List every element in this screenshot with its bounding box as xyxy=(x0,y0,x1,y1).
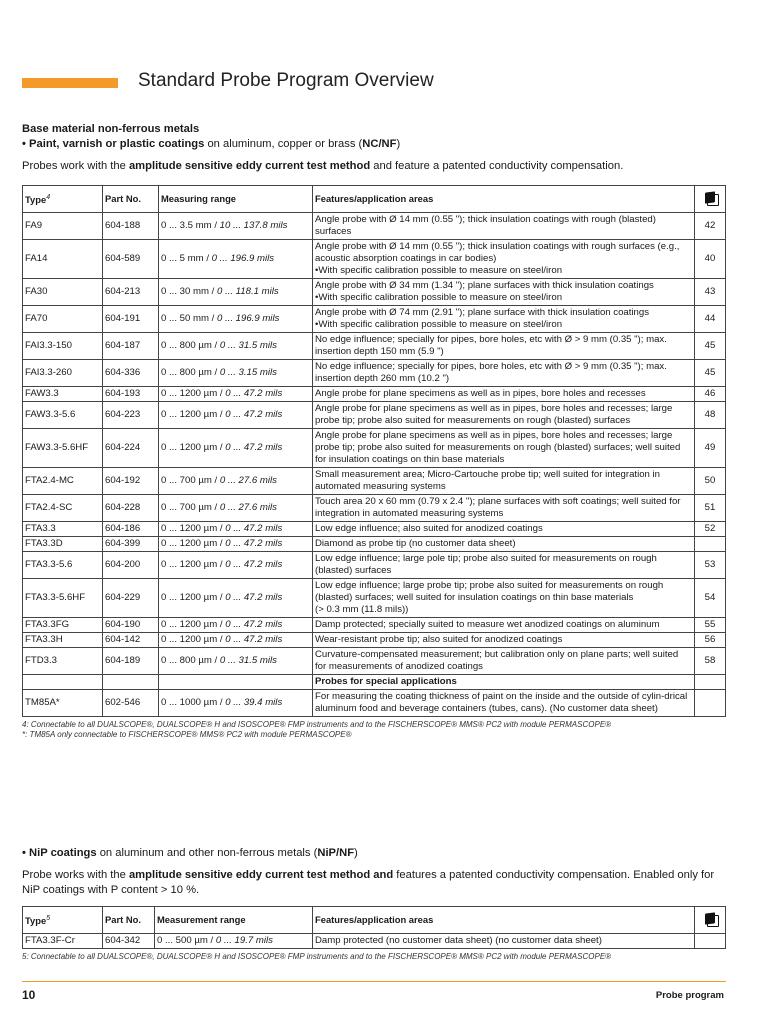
table-row xyxy=(23,495,726,522)
features-cell: Damp protected (no customer data sheet) (no customer data sheet) xyxy=(313,934,695,949)
table-row xyxy=(23,552,726,579)
table-header-row xyxy=(23,186,726,213)
special-applications-row xyxy=(23,675,726,690)
table-header-row xyxy=(23,907,726,934)
table-row xyxy=(23,648,726,675)
part-number-cell: 604-213 xyxy=(103,279,159,306)
page-reference-cell: 49 xyxy=(695,429,726,468)
footnote-4: 4: Connectable to all DUALSCOPE®, DUALSCOPE® H and ISOSCOPE® FMP instruments and to the FISCHERSCOPE® MMS® PC2 with module PERMASCOPE® xyxy=(22,720,612,729)
features-cell: No edge influence; specially for pipes, bore holes, etc with Ø > 9 mm (0.35 "); max. insertion depth 260 mm (10.2 ") xyxy=(313,360,695,387)
measuring-range-cell: 0 ... 1200 µm / 0 ... 47.2 mils xyxy=(159,618,313,633)
part-number-cell: 604-589 xyxy=(103,240,159,279)
page-reference-cell: 43 xyxy=(695,279,726,306)
table-row xyxy=(23,333,726,360)
part-number-cell: 604-229 xyxy=(103,579,159,618)
page-title: Standard Probe Program Overview xyxy=(138,70,434,91)
page-reference-cell: 54 xyxy=(695,579,726,618)
part-number-cell: 604-200 xyxy=(103,552,159,579)
features-cell: Curvature-compensated measurement; but calibration only on plane parts; well suited for measurements of anodized coatings xyxy=(313,648,695,675)
features-cell: Wear-resistant probe tip; also suited for anodized coatings xyxy=(313,633,695,648)
features-cell: Angle probe for plane specimens as well as in pipes, bore holes and recesses; large probe tip; probe also suited for measurements on rough (blasted) surfaces xyxy=(313,402,695,429)
probe-type-cell: FTD3.3 xyxy=(23,648,103,675)
part-number-cell: 604-224 xyxy=(103,429,159,468)
header-accent-bar xyxy=(22,78,118,88)
table-row xyxy=(23,633,726,648)
measuring-range-cell: 0 ... 1200 µm / 0 ... 47.2 mils xyxy=(159,429,313,468)
table-row xyxy=(23,522,726,537)
features-cell: Angle probe with Ø 14 mm (0.55 "); thick insulation coatings with rough surfaces (e.g., acoustic absorption coatings in car bodies) •With specific calibration possible to measure on steel/iron xyxy=(313,240,695,279)
measuring-range-cell: 0 ... 50 mm / 0 ... 196.9 mils xyxy=(159,306,313,333)
page-reference-cell: 42 xyxy=(695,213,726,240)
measuring-range-cell: 0 ... 1200 µm / 0 ... 47.2 mils xyxy=(159,387,313,402)
measuring-range-cell: 0 ... 800 µm / 0 ... 3.15 mils xyxy=(159,360,313,387)
probe-type-cell: TM85A* xyxy=(23,690,103,717)
nip-table xyxy=(22,906,726,949)
probe-type-cell: FA30 xyxy=(23,279,103,306)
probe-type-cell: FTA3.3 xyxy=(23,522,103,537)
table-row xyxy=(23,306,726,333)
page-number: 10 xyxy=(22,988,36,1002)
footer-label: Probe program xyxy=(655,990,724,1001)
features-cell: Low edge influence; also suited for anodized coatings xyxy=(313,522,695,537)
page-reference-cell: 56 xyxy=(695,633,726,648)
features-cell: Angle probe for plane specimens as well as in pipes, bore holes and recesses xyxy=(313,387,695,402)
features-cell: Diamond as probe tip (no customer data sheet) xyxy=(313,537,695,552)
page-reference-cell xyxy=(695,537,726,552)
part-number-cell: 604-342 xyxy=(103,934,155,949)
page-reference-cell: 45 xyxy=(695,333,726,360)
features-cell: Touch area 20 x 60 mm (0.79 x 2.4 "); plane surfaces with soft coatings; well suited for integration in automated measuring systems xyxy=(313,495,695,522)
part-number-cell: 604-399 xyxy=(103,537,159,552)
table-row xyxy=(23,360,726,387)
measuring-range-cell: 0 ... 3.5 mm / 10 ... 137.8 mils xyxy=(159,213,313,240)
header-part-no: Part No. xyxy=(103,907,155,934)
table-row xyxy=(23,934,726,949)
features-cell: For measuring the coating thickness of paint on the inside and the outside of cylin-drical aluminum food and beverage containers (tubes, cans). (No customer data sheet) xyxy=(313,690,695,717)
probe-type-cell: FA14 xyxy=(23,240,103,279)
page-reference-cell xyxy=(695,934,726,949)
page-reference-cell: 53 xyxy=(695,552,726,579)
footnote-tm85a: *: TM85A only connectable to FISCHERSCOPE® MMS® PC2 with module PERMASCOPE® xyxy=(22,730,352,739)
page-reference-cell: 51 xyxy=(695,495,726,522)
table-row xyxy=(23,429,726,468)
page-reference-cell: 46 xyxy=(695,387,726,402)
page-reference-cell: 45 xyxy=(695,360,726,387)
part-number-cell: 604-336 xyxy=(103,360,159,387)
part-number-cell: 604-228 xyxy=(103,495,159,522)
page-reference-cell: 48 xyxy=(695,402,726,429)
table-row xyxy=(23,579,726,618)
measuring-range-cell: 0 ... 1200 µm / 0 ... 47.2 mils xyxy=(159,402,313,429)
part-number-cell: 604-186 xyxy=(103,522,159,537)
probe-type-cell: FTA3.3-5.6 xyxy=(23,552,103,579)
header-measurement-range: Measurement range xyxy=(155,907,313,934)
page-reference-cell: 55 xyxy=(695,618,726,633)
measuring-range-cell: 0 ... 5 mm / 0 ... 196.9 mils xyxy=(159,240,313,279)
features-cell: Low edge influence; large pole tip; probe also suited for measurements on rough (blasted) surfaces xyxy=(313,552,695,579)
book-icon xyxy=(704,191,717,205)
page-reference-cell: 44 xyxy=(695,306,726,333)
measuring-range-cell: 0 ... 700 µm / 0 ... 27.6 mils xyxy=(159,495,313,522)
probe-type-cell: FTA2.4-SC xyxy=(23,495,103,522)
section-heading: Base material non-ferrous metals xyxy=(22,123,200,135)
section-nip xyxy=(22,846,726,898)
page-reference-cell: 40 xyxy=(695,240,726,279)
header-features: Features/application areas xyxy=(313,907,695,934)
table-row xyxy=(23,279,726,306)
probe-type-cell: FAW3.3-5.6HF xyxy=(23,429,103,468)
measuring-range-cell: 0 ... 1000 µm / 0 ... 39.4 mils xyxy=(159,690,313,717)
header-measuring-range: Measuring range xyxy=(159,186,313,213)
measuring-range-cell: 0 ... 1200 µm / 0 ... 47.2 mils xyxy=(159,633,313,648)
measuring-range-cell: 0 ... 800 µm / 0 ... 31.5 mils xyxy=(159,648,313,675)
probe-type-cell: FAI3.3-150 xyxy=(23,333,103,360)
features-cell: No edge influence; specially for pipes, bore holes, etc with Ø > 9 mm (0.35 "); max. insertion depth 150 mm (5.9 ") xyxy=(313,333,695,360)
header-type: Type$^5$ xyxy=(23,907,103,934)
probe-type-cell: FTA3.3D xyxy=(23,537,103,552)
part-number-cell: 604-190 xyxy=(103,618,159,633)
intro-text: Probes work with the amplitude sensitive eddy current test method and feature a patented conductivity compensation. xyxy=(22,160,624,172)
footnote-5: 5: Connectable to all DUALSCOPE®, DUALSCOPE® H and ISOSCOPE® FMP instruments and to the FISCHERSCOPE® MMS® PC2 with module PERMASCOPE® xyxy=(22,952,612,961)
features-cell: Angle probe with Ø 14 mm (0.55 "); thick insulation coatings with rough (blasted) surfaces xyxy=(313,213,695,240)
page-reference-cell: 58 xyxy=(695,648,726,675)
header-type: Type$^4$ xyxy=(23,186,103,213)
features-cell: Angle probe with Ø 34 mm (1.34 "); plane surfaces with thick insulation coatings •With specific calibration possible to measure on steel/iron xyxy=(313,279,695,306)
measuring-range-cell: 0 ... 800 µm / 0 ... 31.5 mils xyxy=(159,333,313,360)
footer-divider xyxy=(22,981,726,982)
measuring-range-cell: 0 ... 1200 µm / 0 ... 47.2 mils xyxy=(159,522,313,537)
measuring-range-cell: 0 ... 500 µm / 0 ... 19.7 mils xyxy=(155,934,313,949)
part-number-cell: 602-546 xyxy=(103,690,159,717)
part-number-cell: 604-188 xyxy=(103,213,159,240)
table-row xyxy=(23,537,726,552)
measuring-range-cell: 0 ... 1200 µm / 0 ... 47.2 mils xyxy=(159,537,313,552)
probe-type-cell: FAW3.3 xyxy=(23,387,103,402)
bullet-nip-coatings: • NiP coatings on aluminum and other non-ferrous metals (NiP/NF) xyxy=(22,847,358,859)
measuring-range-cell: 0 ... 1200 µm / 0 ... 47.2 mils xyxy=(159,552,313,579)
section-non-ferrous xyxy=(22,122,726,174)
page-reference-cell xyxy=(695,690,726,717)
part-number-cell: 604-223 xyxy=(103,402,159,429)
table-row xyxy=(23,213,726,240)
features-cell: Damp protected; specially suited to measure wet anodized coatings on aluminum xyxy=(313,618,695,633)
part-number-cell: 604-142 xyxy=(103,633,159,648)
table-row xyxy=(23,402,726,429)
measuring-range-cell: 0 ... 700 µm / 0 ... 27.6 mils xyxy=(159,468,313,495)
part-number-cell: 604-193 xyxy=(103,387,159,402)
probe-table xyxy=(22,185,726,717)
bullet-paint-coatings: • Paint, varnish or plastic coatings on aluminum, copper or brass (NC/NF) xyxy=(22,138,401,150)
nip-table-wrapper xyxy=(22,906,726,962)
probe-type-cell: FTA3.3FG xyxy=(23,618,103,633)
part-number-cell: 604-191 xyxy=(103,306,159,333)
probe-type-cell: FTA3.3H xyxy=(23,633,103,648)
table-row xyxy=(23,240,726,279)
table-row xyxy=(23,618,726,633)
table-row xyxy=(23,387,726,402)
special-applications-heading: Probes for special applications xyxy=(313,675,695,690)
table-row xyxy=(23,468,726,495)
probe-type-cell: FAW3.3-5.6 xyxy=(23,402,103,429)
header-part-no: Part No. xyxy=(103,186,159,213)
probe-type-cell: FTA3.3-5.6HF xyxy=(23,579,103,618)
nip-intro-text: Probe works with the amplitude sensitive eddy current test method and features a patented conductivity compensation. Enabled only for NiP coatings with P content > 10 %. xyxy=(22,869,715,896)
header-features: Features/application areas xyxy=(313,186,695,213)
probe-type-cell: FA70 xyxy=(23,306,103,333)
features-cell: Angle probe for plane specimens as well as in pipes, bore holes and recesses; large probe tip; probe also suited for measurements on rough (blasted) surfaces; well suited for insulation coatings on thin base materials xyxy=(313,429,695,468)
probe-type-cell: FA9 xyxy=(23,213,103,240)
page-reference-cell: 50 xyxy=(695,468,726,495)
part-number-cell: 604-187 xyxy=(103,333,159,360)
page-reference-cell: 52 xyxy=(695,522,726,537)
probe-type-cell: FAI3.3-260 xyxy=(23,360,103,387)
measuring-range-cell: 0 ... 1200 µm / 0 ... 47.2 mils xyxy=(159,579,313,618)
book-icon xyxy=(704,912,717,926)
probe-type-cell: FTA2.4-MC xyxy=(23,468,103,495)
features-cell: Angle probe with Ø 74 mm (2.91 "); plane surface with thick insulation coatings •With specific calibration possible to measure on steel/iron xyxy=(313,306,695,333)
probe-table-wrapper xyxy=(22,185,726,740)
part-number-cell: 604-189 xyxy=(103,648,159,675)
features-cell: Low edge influence; large probe tip; probe also suited for measurements on rough (blasted) surfaces; well suited for insulation coatings on thin base materials (> 0.3 mm (11.8 mils)) xyxy=(313,579,695,618)
features-cell: Small measurement area; Micro-Cartouche probe tip; well suited for integration in automated measuring systems xyxy=(313,468,695,495)
probe-type-cell: FTA3.3F-Cr xyxy=(23,934,103,949)
part-number-cell: 604-192 xyxy=(103,468,159,495)
measuring-range-cell: 0 ... 30 mm / 0 ... 118.1 mils xyxy=(159,279,313,306)
table-row xyxy=(23,690,726,717)
